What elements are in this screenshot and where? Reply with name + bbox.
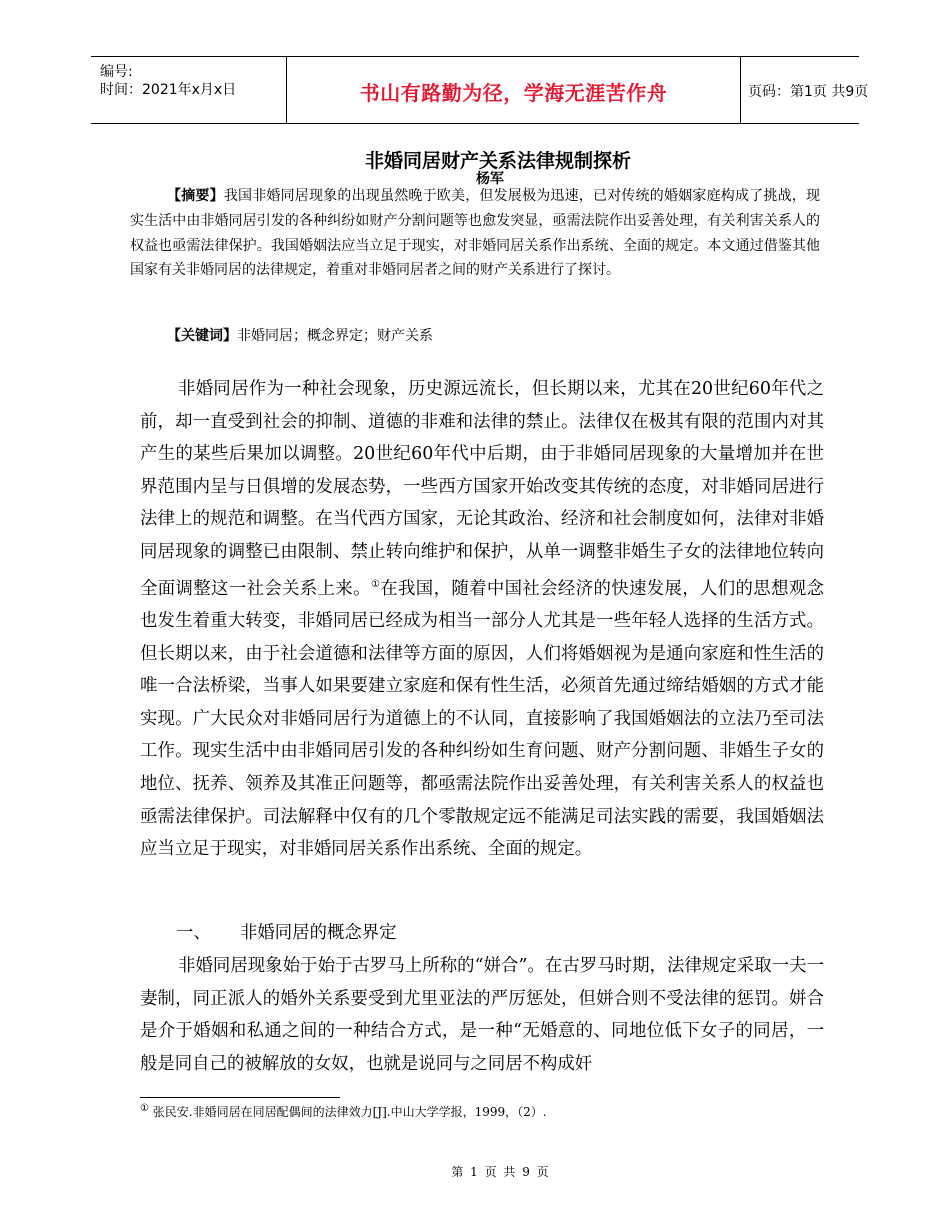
document-date-label: 时间：2021年x月x日 [100, 82, 237, 98]
document-code-label: 编号: [100, 64, 133, 80]
footnote [140, 1103, 547, 1120]
header-motto-cell [286, 57, 741, 123]
footnote-text: 张民安.非婚同居在同居配偶间的法律效力[J].中山大学学报，1999，（2）. [152, 1105, 547, 1119]
section-number: 一、 [176, 923, 211, 943]
section-title: 非婚同居的概念界定 [240, 923, 397, 943]
paragraph-1-part-b: 在我国，随着中国社会经济的快速发展，人们的思想观念也发生着重大转变，非婚同居已经成为相当一部分人尤其是一些年轻人选择的生活方式。但长期以来，由于社会道德和法律等方面的原因，人们将婚姻视为是通向家庭和性生活的唯一合法桥梁，当事人如果要建立家庭和保有性生活，必须首先通过缔结婚姻的方式才能实现。广大民众对非婚同居行为道德上的不认同，直接影响了我国婚姻法的立法乃至司法工作。现实生活中由非婚同居引发的各种纠纷如生育问题、财产分割问题、非婚生子女的地位、抚养、领养及其准正问题等，都亟需法院作出妥善处理，有关利害关系人的权益也亟需法律保护。司法解释中仅有的几个零散规定远不能满足司法实践的需要，我国婚姻法应当立足于现实，对非婚同居关系作出系统、全面的规定。 [140, 578, 824, 860]
body-paragraph-1 [140, 373, 824, 866]
header-page-cell [739, 57, 869, 123]
footnote-mark: ① [140, 1103, 149, 1114]
motto-text: 书山有路勤为径，学海无涯苦作舟 [359, 81, 668, 105]
article-title: 非婚同居财产关系法律规制探析 [364, 150, 631, 172]
keywords-text: 非婚同居；概念界定；财产关系 [237, 328, 433, 344]
footnote-separator [140, 1097, 340, 1098]
abstract-text: 我国非婚同居现象的出现虽然晚于欧美，但发展极为迅速，已对传统的婚姻家庭构成了挑战，现实生活中由非婚同居引发的各种纠纷如财产分割问题等也愈发突显，亟需法院作出妥善处理，有关利害关系人的权益也亟需法律保护。我国婚姻法应当立足于现实，对非婚同居关系作出系统、全面的规定。本文通过借鉴其他国家有关非婚同居的法律规定，着重对非婚同居者之间的财产关系进行了探讨。 [130, 188, 821, 279]
abstract-label: 【摘要】 [167, 188, 224, 204]
section-heading-1 [176, 918, 397, 943]
page-number-label: 页码：第1页 共9页 [748, 84, 869, 100]
paragraph-1-part-a: 非婚同居作为一种社会现象，历史源远流长，但长期以来，尤其在20世纪60年代之前，却一直受到社会的抑制、道德的非难和法律的禁止。法律仅在极其有限的范围内对其产生的某些后果加以调整。20世纪60年代中后期，由于非婚同居现象的大量增加并在世界范围内呈与日俱增的发展态势，一些西方国家开始改变其传统的态度，对非婚同居进行法律上的规范和调整。在当代西方国家，无论其政治、经济和社会制度如何，法律对非婚同居现象的调整已由限制、禁止转向维护和保护，从单一调整非婚生子女的法律地位转向全面调整这一社会关系上来。 [140, 379, 824, 599]
footnote-reference-mark: ① [370, 578, 381, 590]
page-footer: 第 1 页 共 9 页 [451, 1165, 549, 1179]
abstract-paragraph [130, 184, 820, 283]
article-author: 杨军 [476, 171, 504, 187]
keywords-line [167, 325, 433, 345]
body-paragraph-2: 非婚同居现象始于始于古罗马上所称的“姘合”。在古罗马时期，法律规定采取一夫一妻制，同正派人的婚外关系要受到尤里亚法的严厉惩处，但姘合则不受法律的惩罚。姘合是介于婚姻和私通之间的一种结合方式，是一种“无婚意的、同地位低下女子的同居，一般是同自己的被解放的女奴，也就是说同与之同居不构成奸 [140, 956, 824, 1074]
header-meta-cell [91, 57, 286, 123]
header-table [91, 56, 869, 124]
keywords-label: 【关键词】 [167, 328, 237, 344]
